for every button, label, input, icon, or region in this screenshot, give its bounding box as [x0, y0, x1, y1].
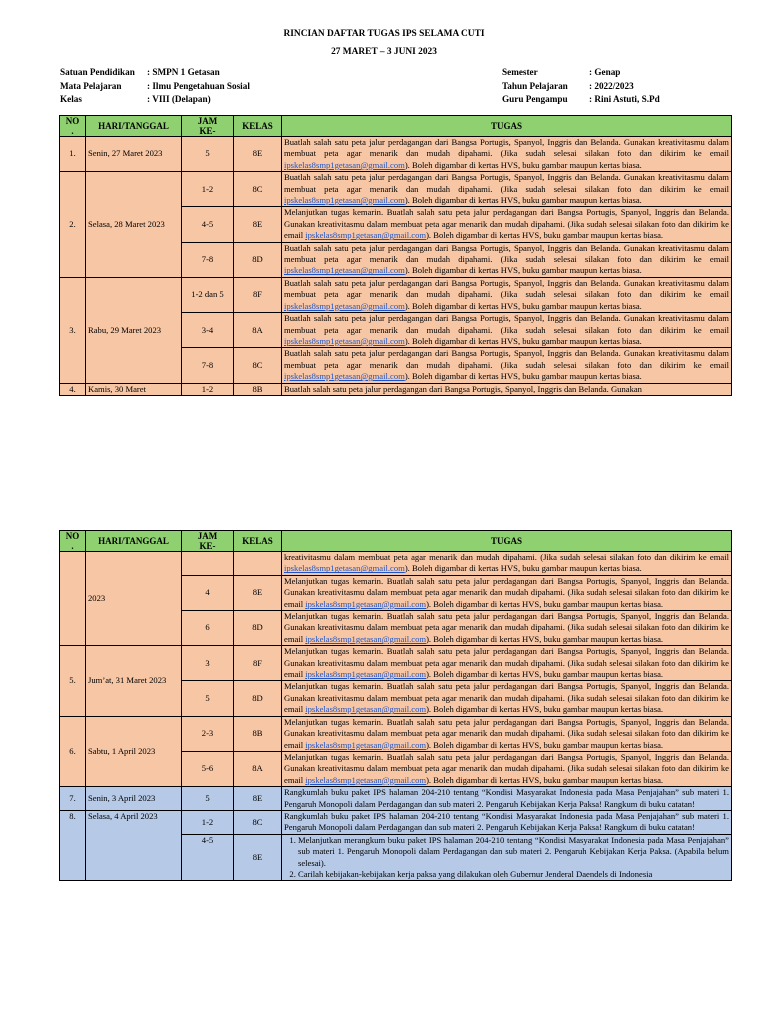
meta-row: [502, 80, 660, 94]
row-jam: 5: [182, 137, 234, 172]
row-hari: Kamis, 30 Maret: [86, 383, 182, 395]
row-hari: Sabtu, 1 April 2023: [86, 716, 182, 786]
table-row: [60, 137, 732, 172]
email-link[interactable]: ipskelas8smp1getasan@gmail.com: [284, 563, 405, 574]
row-kelas: 8D: [234, 611, 282, 646]
row-kelas: 8B: [234, 383, 282, 395]
row-no: 5.: [60, 646, 86, 716]
row-tugas: Buatlah salah satu peta jalur perdagangan dari Bangsa Portugis, Spanyol, Inggris dan Belanda. Gunakan kreativitasmu dalam membuat peta agar menarik dan mudah dipahami. (Jika sudah selesai silakan foto dan dikirim ke email ipskelas8smp1getasan@gmail.com). Boleh digambar di kertas HVS, buku gambar maupun kertas biasa.: [282, 172, 732, 207]
meta-label: Guru Pengampu: [502, 94, 568, 104]
row-jam: 4-5: [182, 207, 234, 242]
col-tugas: TUGAS: [282, 116, 732, 137]
row-no: [60, 552, 86, 646]
meta-value: : Genap: [589, 67, 621, 77]
meta-row: [502, 66, 660, 80]
row-jam: 1-2: [182, 172, 234, 207]
row-jam: 7-8: [182, 348, 234, 383]
col-hari: HARI/TANGGAL: [86, 531, 182, 552]
row-jam: 5: [182, 681, 234, 716]
row-jam: 1-2 dan 5: [182, 277, 234, 312]
row-jam: 1-2: [182, 383, 234, 395]
email-link[interactable]: ipskelas8smp1getasan@gmail.com: [305, 774, 427, 785]
row-tugas: Rangkumlah buku paket IPS halaman 204-210 tentang “Kondisi Masyarakat Indonesia pada Masa Penjajahan” sub materi 1. Pengaruh Monopoli dalam Perdagangan dan sub materi 2. Pengaruh Kebijakan Kerja Paksa! Rangkum di buku catatan!: [282, 787, 732, 811]
row-kelas: 8E: [234, 575, 282, 610]
table-row: [60, 787, 732, 811]
table-row: [60, 810, 732, 834]
row-no: 2.: [60, 172, 86, 278]
meta-label: Semester: [502, 67, 538, 77]
meta-value: : Rini Astuti, S.Pd: [589, 94, 660, 104]
row-kelas: 8C: [234, 810, 282, 834]
meta-row: [502, 93, 660, 107]
row-tugas: Buatlah salah satu peta jalur perdagangan dari Bangsa Portugis, Spanyol, Inggris dan Belanda. Gunakan: [282, 383, 732, 395]
row-no: 1.: [60, 137, 86, 172]
row-hari: Rabu, 29 Maret 2023: [86, 277, 182, 383]
row-tugas: kreativitasmu dalam membuat peta agar menarik dan mudah dipahami. (Jika sudah selesai silakan foto dan dikirim ke email ipskelas8smp1getasan@gmail.com). Boleh digambar di kertas HVS, buku gambar maupun kertas biasa.: [282, 552, 732, 576]
meta-label: Tahun Pelajaran: [502, 80, 568, 91]
table-row: [60, 172, 732, 207]
email-link[interactable]: ipskelas8smp1getasan@gmail.com: [284, 195, 405, 206]
row-kelas: 8E: [234, 207, 282, 242]
row-kelas: 8F: [234, 277, 282, 312]
email-link[interactable]: ipskelas8smp1getasan@gmail.com: [305, 669, 427, 680]
table-row: [60, 552, 732, 576]
row-jam: 1-2: [182, 810, 234, 834]
email-link[interactable]: ipskelas8smp1getasan@gmail.com: [284, 159, 405, 170]
row-tugas: Rangkumlah buku paket IPS halaman 204-210 tentang “Kondisi Masyarakat Indonesia pada Masa Penjajahan” sub materi 1. Pengaruh Monopoli dalam Perdagangan dan sub materi 2. Pengaruh Kebijakan Kerja Paksa! Rangkum di buku catatan!: [282, 810, 732, 834]
meta-value: : 2022/2023: [589, 80, 634, 91]
row-tugas: Melanjutkan tugas kemarin. Buatlah salah satu peta jalur perdagangan dari Bangsa Portugis, Spanyol, Inggris dan Belanda. Gunakan kreativitasmu dalam membuat peta agar menarik dan mudah dipahami. (Jika sudah selesai silakan foto dan dikirim ke email ipskelas8smp1getasan@gmail.com). Boleh digambar di kertas HVS, buku gambar maupun kertas biasa.: [282, 611, 732, 646]
table-header-row: [60, 116, 732, 137]
row-tugas: Melanjutkan tugas kemarin. Buatlah salah satu peta jalur perdagangan dari Bangsa Portugis, Spanyol, Inggris dan Belanda. Gunakan kreativitasmu dalam membuat peta agar menarik dan mudah dipahami. (Jika sudah selesai silakan foto dan dikirim ke email ipskelas8smp1getasan@gmail.com). Boleh digambar di kertas HVS, buku gambar maupun kertas biasa.: [282, 751, 732, 786]
row-tugas: Buatlah salah satu peta jalur perdagangan dari Bangsa Portugis, Spanyol, Inggris dan Belanda. Gunakan kreativitasmu dalam membuat peta agar menarik dan mudah dipahami. (Jika sudah selesai silakan foto dan dikirim ke email ipskelas8smp1getasan@gmail.com). Boleh digambar di kertas HVS, buku gambar maupun kertas biasa.: [282, 242, 732, 277]
row-jam: 3-4: [182, 313, 234, 348]
meta-value: : SMPN 1 Getasan: [147, 67, 220, 77]
meta-row: [60, 80, 250, 94]
row-tugas: Melanjutkan tugas kemarin. Buatlah salah satu peta jalur perdagangan dari Bangsa Portugis, Spanyol, Inggris dan Belanda. Gunakan kreativitasmu dalam membuat peta agar menarik dan mudah dipahami. (Jika sudah selesai silakan foto dan dikirim ke email ipskelas8smp1getasan@gmail.com). Boleh digambar di kertas HVS, buku gambar maupun kertas biasa.: [282, 575, 732, 610]
task-table-1: [59, 115, 732, 396]
row-no: 3.: [60, 277, 86, 383]
email-link[interactable]: ipskelas8smp1getasan@gmail.com: [284, 335, 405, 346]
meta-value: : Ilmu Pengetahuan Sosial: [147, 80, 250, 91]
row-hari: Selasa, 28 Maret 2023: [86, 172, 182, 278]
row-jam: 2-3: [182, 716, 234, 751]
row-kelas: 8B: [234, 716, 282, 751]
row-hari: Senin, 27 Maret 2023: [86, 137, 182, 172]
row-jam: 5: [182, 787, 234, 811]
row-jam: [182, 552, 234, 576]
row-tugas: Buatlah salah satu peta jalur perdagangan dari Bangsa Portugis, Spanyol, Inggris dan Belanda. Gunakan kreativitasmu dalam membuat peta agar menarik dan mudah dipahami. (Jika sudah selesai silakan foto dan dikirim ke email ipskelas8smp1getasan@gmail.com). Boleh digambar di kertas HVS, buku gambar maupun kertas biasa.: [282, 313, 732, 348]
email-link[interactable]: ipskelas8smp1getasan@gmail.com: [305, 598, 427, 609]
row-tugas: Melanjutkan tugas kemarin. Buatlah salah satu peta jalur perdagangan dari Bangsa Portugis, Spanyol, Inggris dan Belanda. Gunakan kreativitasmu dalam membuat peta agar menarik dan mudah dipahami. (Jika sudah selesai silakan foto dan dikirim ke email ipskelas8smp1getasan@gmail.com). Boleh digambar di kertas HVS, buku gambar maupun kertas biasa.: [282, 716, 732, 751]
row-kelas: 8E: [234, 834, 282, 881]
col-no: NO .: [60, 531, 86, 552]
table-header-row: [60, 531, 732, 552]
row-hari: 2023: [86, 552, 182, 646]
email-link[interactable]: ipskelas8smp1getasan@gmail.com: [305, 230, 427, 241]
email-link[interactable]: ipskelas8smp1getasan@gmail.com: [305, 739, 427, 750]
meta-label: Kelas: [60, 94, 82, 104]
row-kelas: 8C: [234, 348, 282, 383]
table-row: [60, 383, 732, 395]
table-row: [60, 716, 732, 751]
row-hari: Jum’at, 31 Maret 2023: [86, 646, 182, 716]
email-link[interactable]: ipskelas8smp1getasan@gmail.com: [284, 371, 405, 382]
document-subtitle: 27 MARET – 3 JUNI 2023: [331, 47, 437, 57]
col-kelas: KELAS: [234, 531, 282, 552]
row-kelas: 8C: [234, 172, 282, 207]
email-link[interactable]: ipskelas8smp1getasan@gmail.com: [284, 265, 405, 276]
email-link[interactable]: ipskelas8smp1getasan@gmail.com: [305, 633, 427, 644]
col-tugas: TUGAS: [282, 531, 732, 552]
row-jam: 4-5: [182, 834, 234, 881]
row-tugas: [282, 834, 732, 881]
row-kelas: 8D: [234, 681, 282, 716]
row-kelas: 8A: [234, 751, 282, 786]
email-link[interactable]: ipskelas8smp1getasan@gmail.com: [284, 300, 405, 311]
row-jam: 4: [182, 575, 234, 610]
row-no: 8.: [60, 810, 86, 880]
row-jam: 5-6: [182, 751, 234, 786]
row-kelas: 8F: [234, 646, 282, 681]
row-hari: Senin, 3 April 2023: [86, 787, 182, 811]
row-kelas: 8E: [234, 137, 282, 172]
list-item: 1. Melanjutkan merangkum buku paket IPS halaman 204-210 tentang “Kondisi Masyarakat Indonesia pada Masa Penjajahan” sub materi 1. Pengaruh Monopoli dalam Perdagangan dan sub materi 2. Pengaruh Kebijakan Kerja Paksa. (Apabila belum selesai).: [298, 835, 729, 869]
row-kelas: [234, 552, 282, 576]
meta-right: [502, 66, 660, 107]
row-tugas: Buatlah salah satu peta jalur perdagangan dari Bangsa Portugis, Spanyol, Inggris dan Belanda. Gunakan kreativitasmu dalam membuat peta agar menarik dan mudah dipahami. (Jika sudah selesai silakan foto dan dikirim ke email ipskelas8smp1getasan@gmail.com). Boleh digambar di kertas HVS, buku gambar maupun kertas biasa.: [282, 277, 732, 312]
col-no: NO .: [60, 116, 86, 137]
row-tugas: Melanjutkan tugas kemarin. Buatlah salah satu peta jalur perdagangan dari Bangsa Portugis, Spanyol, Inggris dan Belanda. Gunakan kreativitasmu dalam membuat peta agar menarik dan mudah dipahami. (Jika sudah selesai silakan foto dan dikirim ke email ipskelas8smp1getasan@gmail.com). Boleh digambar di kertas HVS, buku gambar maupun kertas biasa.: [282, 207, 732, 242]
row-jam: 7-8: [182, 242, 234, 277]
col-jam: JAM KE-: [182, 531, 234, 552]
row-kelas: 8D: [234, 242, 282, 277]
row-no: 4.: [60, 383, 86, 395]
meta-value: : VIII (Delapan): [147, 94, 211, 104]
email-link[interactable]: ipskelas8smp1getasan@gmail.com: [305, 704, 427, 715]
row-kelas: 8A: [234, 313, 282, 348]
meta-row: [60, 93, 250, 107]
meta-left: [60, 66, 250, 107]
row-jam: 3: [182, 646, 234, 681]
row-tugas: Buatlah salah satu peta jalur perdagangan dari Bangsa Portugis, Spanyol, Inggris dan Belanda. Gunakan kreativitasmu dalam membuat peta agar menarik dan mudah dipahami. (Jika sudah selesai silakan foto dan dikirim ke email ipskelas8smp1getasan@gmail.com). Boleh digambar di kertas HVS, buku gambar maupun kertas biasa.: [282, 137, 732, 172]
row-hari: Selasa, 4 April 2023: [86, 810, 182, 880]
col-hari: HARI/TANGGAL: [86, 116, 182, 137]
row-tugas: Buatlah salah satu peta jalur perdagangan dari Bangsa Portugis, Spanyol, Inggris dan Belanda. Gunakan kreativitasmu dalam membuat peta agar menarik dan mudah dipahami. (Jika sudah selesai silakan foto dan dikirim ke email ipskelas8smp1getasan@gmail.com). Boleh digambar di kertas HVS, buku gambar maupun kertas biasa.: [282, 348, 732, 383]
row-kelas: 8E: [234, 787, 282, 811]
col-kelas: KELAS: [234, 116, 282, 137]
document-title: RINCIAN DAFTAR TUGAS IPS SELAMA CUTI: [283, 29, 485, 39]
table-row: [60, 646, 732, 681]
row-jam: 6: [182, 611, 234, 646]
task-list: [284, 835, 729, 881]
list-item: 2. Carilah kebijakan-kebijakan kerja paksa yang dilakukan oleh Gubernur Jenderal Daendels di Indonesia: [298, 869, 729, 880]
row-no: 6.: [60, 716, 86, 786]
task-table-2: [59, 530, 732, 881]
row-tugas: Melanjutkan tugas kemarin. Buatlah salah satu peta jalur perdagangan dari Bangsa Portugis, Spanyol, Inggris dan Belanda. Gunakan kreativitasmu dalam membuat peta agar menarik dan mudah dipahami. (Jika sudah selesai silakan foto dan dikirim ke email ipskelas8smp1getasan@gmail.com). Boleh digambar di kertas HVS, buku gambar maupun kertas biasa.: [282, 681, 732, 716]
meta-label: Mata Pelajaran: [60, 80, 122, 91]
table-row: [60, 277, 732, 312]
meta-label: Satuan Pendidikan: [60, 67, 135, 77]
row-tugas: Melanjutkan tugas kemarin. Buatlah salah satu peta jalur perdagangan dari Bangsa Portugis, Spanyol, Inggris dan Belanda. Gunakan kreativitasmu dalam membuat peta agar menarik dan mudah dipahami. (Jika sudah selesai silakan foto dan dikirim ke email ipskelas8smp1getasan@gmail.com). Boleh digambar di kertas HVS, buku gambar maupun kertas biasa.: [282, 646, 732, 681]
row-no: 7.: [60, 787, 86, 811]
meta-row: [60, 66, 250, 80]
col-jam: JAM KE-: [182, 116, 234, 137]
